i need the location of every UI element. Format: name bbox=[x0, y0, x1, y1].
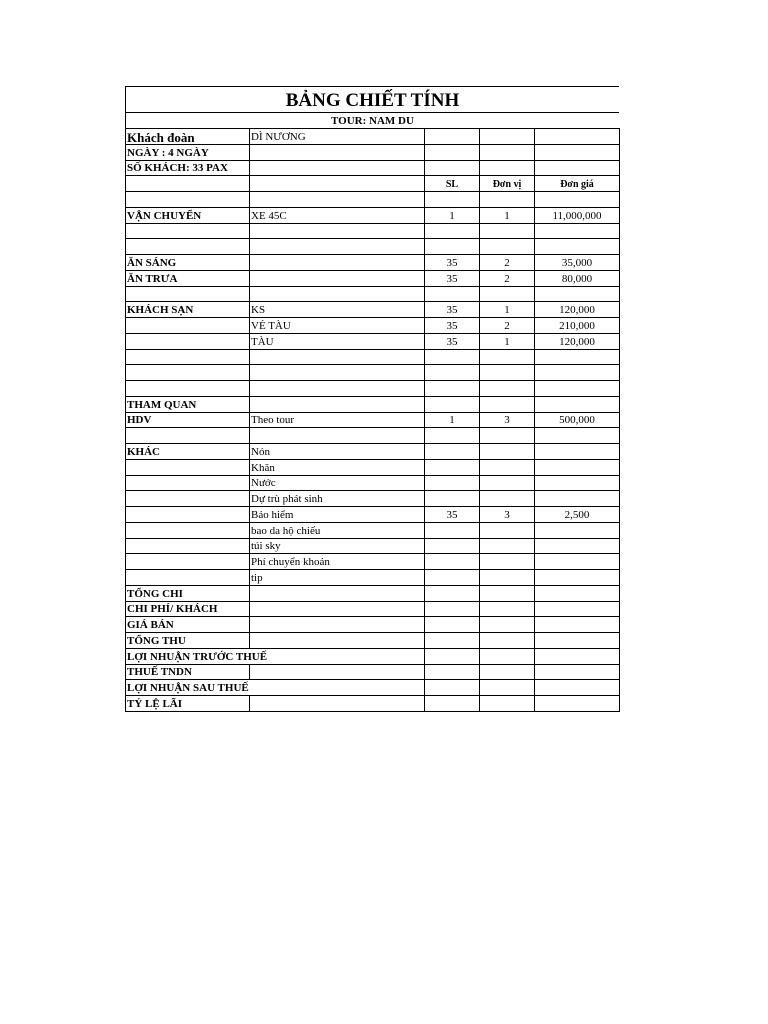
quantity-cell bbox=[425, 286, 480, 302]
unit-price-cell bbox=[535, 601, 620, 617]
unit-price-cell bbox=[535, 239, 620, 255]
table-row bbox=[126, 192, 620, 208]
sheet-subtitle: TOUR: NAM DU bbox=[125, 112, 619, 128]
item-cell: Bảo hiểm bbox=[250, 507, 425, 523]
unit-price-cell bbox=[535, 664, 620, 680]
unit-cell: 3 bbox=[480, 507, 535, 523]
quantity-cell bbox=[425, 633, 480, 649]
unit-cell bbox=[480, 428, 535, 444]
unit-cell bbox=[480, 601, 535, 617]
table-row bbox=[126, 207, 620, 223]
category-cell: LỢI NHUẬN TRƯỚC THUẾ bbox=[126, 648, 250, 664]
table-row bbox=[126, 270, 620, 286]
unit-price-cell bbox=[535, 223, 620, 239]
item-cell bbox=[250, 664, 425, 680]
unit-price-cell bbox=[535, 617, 620, 633]
category-cell bbox=[126, 318, 250, 334]
item-cell: Phí chuyển khoản bbox=[250, 554, 425, 570]
unit-cell bbox=[480, 381, 535, 397]
unit-price-cell bbox=[535, 538, 620, 554]
unit-cell: 3 bbox=[480, 412, 535, 428]
item-cell: Dự trù phát sinh bbox=[250, 491, 425, 507]
quantity-cell bbox=[425, 570, 480, 586]
table-row bbox=[126, 696, 620, 712]
table-row bbox=[126, 648, 620, 664]
item-cell: XE 45C bbox=[250, 207, 425, 223]
unit-price-cell bbox=[535, 444, 620, 460]
item-cell: Theo tour bbox=[250, 412, 425, 428]
category-cell: TỔNG CHI bbox=[126, 585, 250, 601]
unit-cell bbox=[480, 239, 535, 255]
item-cell bbox=[250, 192, 425, 208]
table-row bbox=[126, 664, 620, 680]
table-row bbox=[126, 333, 620, 349]
unit-price-cell bbox=[535, 696, 620, 712]
table-row bbox=[126, 459, 620, 475]
table-row bbox=[126, 522, 620, 538]
unit-cell bbox=[480, 538, 535, 554]
quantity-cell bbox=[425, 696, 480, 712]
table-row bbox=[126, 475, 620, 491]
table-row bbox=[126, 239, 620, 255]
unit-price-cell bbox=[535, 680, 620, 696]
quantity-cell: 35 bbox=[425, 302, 480, 318]
quantity-cell: 35 bbox=[425, 255, 480, 271]
unit-price-cell bbox=[535, 633, 620, 649]
unit-price-cell bbox=[535, 396, 620, 412]
unit-cell bbox=[480, 648, 535, 664]
quantity-cell bbox=[425, 585, 480, 601]
item-cell: Nón bbox=[250, 444, 425, 460]
table-row bbox=[126, 617, 620, 633]
unit-cell: 2 bbox=[480, 318, 535, 334]
unit-cell bbox=[480, 444, 535, 460]
item-cell: bao da hộ chiếu bbox=[250, 522, 425, 538]
unit-price-cell bbox=[535, 349, 620, 365]
table-row bbox=[126, 412, 620, 428]
item-cell bbox=[250, 633, 425, 649]
item-cell bbox=[250, 601, 425, 617]
unit-cell bbox=[480, 286, 535, 302]
unit-cell bbox=[480, 696, 535, 712]
unit-cell: 1 bbox=[480, 333, 535, 349]
unit-cell bbox=[480, 680, 535, 696]
table-row bbox=[126, 365, 620, 381]
table-row bbox=[126, 507, 620, 523]
quantity-cell bbox=[425, 601, 480, 617]
item-cell: DÌ NƯƠNG bbox=[250, 129, 425, 145]
table-row bbox=[126, 223, 620, 239]
table-row bbox=[126, 318, 620, 334]
category-cell bbox=[126, 491, 250, 507]
unit-price-cell: 2,500 bbox=[535, 507, 620, 523]
quantity-cell: 35 bbox=[425, 270, 480, 286]
item-cell bbox=[250, 696, 425, 712]
quantity-cell bbox=[425, 396, 480, 412]
category-cell: CHI PHÍ/ KHÁCH bbox=[126, 601, 250, 617]
unit-cell bbox=[480, 664, 535, 680]
category-cell bbox=[126, 286, 250, 302]
unit-cell: 1 bbox=[480, 207, 535, 223]
table-row bbox=[126, 349, 620, 365]
unit-price-cell bbox=[535, 192, 620, 208]
category-cell bbox=[126, 365, 250, 381]
quantity-cell bbox=[425, 538, 480, 554]
table-row bbox=[126, 286, 620, 302]
category-cell: VẬN CHUYỂN bbox=[126, 207, 250, 223]
unit-cell bbox=[480, 585, 535, 601]
unit-price-cell: 210,000 bbox=[535, 318, 620, 334]
category-cell bbox=[126, 554, 250, 570]
unit-cell bbox=[480, 633, 535, 649]
quantity-cell: 35 bbox=[425, 507, 480, 523]
unit-price-cell bbox=[535, 648, 620, 664]
unit-price-cell: 500,000 bbox=[535, 412, 620, 428]
quantity-cell bbox=[425, 223, 480, 239]
category-cell bbox=[126, 381, 250, 397]
table-row bbox=[126, 680, 620, 696]
unit-cell bbox=[480, 223, 535, 239]
unit-price-cell bbox=[535, 475, 620, 491]
table-row bbox=[126, 538, 620, 554]
unit-price-cell bbox=[535, 160, 620, 176]
item-cell: KS bbox=[250, 302, 425, 318]
category-cell bbox=[126, 176, 250, 192]
table-row bbox=[126, 428, 620, 444]
quantity-cell bbox=[425, 459, 480, 475]
unit-cell bbox=[480, 129, 535, 145]
table-row bbox=[126, 444, 620, 460]
table-row bbox=[126, 570, 620, 586]
quantity-cell bbox=[425, 617, 480, 633]
table-row bbox=[126, 160, 620, 176]
category-cell bbox=[126, 349, 250, 365]
quantity-cell bbox=[425, 192, 480, 208]
unit-price-cell bbox=[535, 522, 620, 538]
category-cell: LỢI NHUẬN SAU THUẾ bbox=[126, 680, 250, 696]
unit-cell bbox=[480, 475, 535, 491]
category-cell bbox=[126, 522, 250, 538]
quantity-cell bbox=[425, 349, 480, 365]
unit-cell bbox=[480, 617, 535, 633]
category-cell bbox=[126, 507, 250, 523]
quantity-cell bbox=[425, 491, 480, 507]
unit-cell: Đơn vị bbox=[480, 176, 535, 192]
unit-price-cell: Đơn giá bbox=[535, 176, 620, 192]
item-cell bbox=[250, 680, 425, 696]
item-cell bbox=[250, 144, 425, 160]
category-cell: HDV bbox=[126, 412, 250, 428]
category-cell: GIÁ BÁN bbox=[126, 617, 250, 633]
quantity-cell bbox=[425, 680, 480, 696]
quantity-cell bbox=[425, 144, 480, 160]
table-row bbox=[126, 554, 620, 570]
table-row bbox=[126, 129, 620, 145]
unit-cell bbox=[480, 160, 535, 176]
item-cell bbox=[250, 381, 425, 397]
quantity-cell: 1 bbox=[425, 412, 480, 428]
unit-price-cell bbox=[535, 129, 620, 145]
category-cell bbox=[126, 475, 250, 491]
table-row bbox=[126, 176, 620, 192]
category-cell bbox=[126, 333, 250, 349]
item-cell: Nước bbox=[250, 475, 425, 491]
category-cell bbox=[126, 459, 250, 475]
unit-cell: 2 bbox=[480, 270, 535, 286]
unit-price-cell bbox=[535, 554, 620, 570]
unit-cell bbox=[480, 459, 535, 475]
item-cell bbox=[250, 255, 425, 271]
unit-price-cell bbox=[535, 570, 620, 586]
item-cell: tip bbox=[250, 570, 425, 586]
table-row bbox=[126, 381, 620, 397]
item-cell bbox=[250, 349, 425, 365]
quantity-cell bbox=[425, 475, 480, 491]
unit-price-cell bbox=[535, 459, 620, 475]
item-cell bbox=[250, 239, 425, 255]
cost-sheet bbox=[125, 86, 619, 712]
sheet-title: BẢNG CHIẾT TÍNH bbox=[125, 86, 619, 112]
table-row bbox=[126, 144, 620, 160]
quantity-cell bbox=[425, 160, 480, 176]
quantity-cell bbox=[425, 129, 480, 145]
item-cell: TÀU bbox=[250, 333, 425, 349]
unit-cell bbox=[480, 365, 535, 381]
quantity-cell bbox=[425, 444, 480, 460]
quantity-cell: SL bbox=[425, 176, 480, 192]
unit-cell: 2 bbox=[480, 255, 535, 271]
category-cell: NGÀY : 4 NGÀY bbox=[126, 144, 250, 160]
quantity-cell bbox=[425, 664, 480, 680]
quantity-cell bbox=[425, 648, 480, 664]
unit-price-cell bbox=[535, 585, 620, 601]
item-cell bbox=[250, 617, 425, 633]
quantity-cell bbox=[425, 522, 480, 538]
item-cell bbox=[250, 286, 425, 302]
unit-price-cell bbox=[535, 381, 620, 397]
unit-cell bbox=[480, 522, 535, 538]
item-cell bbox=[250, 160, 425, 176]
category-cell: THUẾ TNDN bbox=[126, 664, 250, 680]
item-cell bbox=[250, 270, 425, 286]
table-row bbox=[126, 396, 620, 412]
item-cell bbox=[250, 176, 425, 192]
category-cell bbox=[126, 239, 250, 255]
quantity-cell bbox=[425, 365, 480, 381]
cost-table bbox=[125, 128, 620, 712]
unit-price-cell bbox=[535, 491, 620, 507]
category-cell: KHÁC bbox=[126, 444, 250, 460]
unit-price-cell: 35,000 bbox=[535, 255, 620, 271]
quantity-cell: 35 bbox=[425, 318, 480, 334]
table-row bbox=[126, 255, 620, 271]
unit-price-cell: 120,000 bbox=[535, 333, 620, 349]
table-row bbox=[126, 585, 620, 601]
item-cell: túi sky bbox=[250, 538, 425, 554]
category-cell bbox=[126, 570, 250, 586]
category-cell bbox=[126, 192, 250, 208]
quantity-cell bbox=[425, 381, 480, 397]
unit-cell bbox=[480, 192, 535, 208]
category-cell bbox=[126, 538, 250, 554]
unit-cell bbox=[480, 554, 535, 570]
item-cell bbox=[250, 648, 425, 664]
category-cell: SỐ KHÁCH: 33 PAX bbox=[126, 160, 250, 176]
quantity-cell: 1 bbox=[425, 207, 480, 223]
category-cell: ĂN SÁNG bbox=[126, 255, 250, 271]
quantity-cell bbox=[425, 428, 480, 444]
category-cell: TỔNG THU bbox=[126, 633, 250, 649]
unit-cell bbox=[480, 570, 535, 586]
item-cell: VÉ TÀU bbox=[250, 318, 425, 334]
unit-price-cell: 120,000 bbox=[535, 302, 620, 318]
item-cell bbox=[250, 396, 425, 412]
quantity-cell: 35 bbox=[425, 333, 480, 349]
unit-cell bbox=[480, 144, 535, 160]
category-cell: Khách đoàn bbox=[126, 129, 250, 145]
category-cell: KHÁCH SẠN bbox=[126, 302, 250, 318]
unit-price-cell bbox=[535, 286, 620, 302]
category-cell: TỶ LỆ LÃI bbox=[126, 696, 250, 712]
quantity-cell bbox=[425, 554, 480, 570]
quantity-cell bbox=[425, 239, 480, 255]
item-cell bbox=[250, 585, 425, 601]
unit-price-cell: 80,000 bbox=[535, 270, 620, 286]
cost-table-body bbox=[126, 129, 620, 712]
item-cell bbox=[250, 223, 425, 239]
unit-cell: 1 bbox=[480, 302, 535, 318]
table-row bbox=[126, 601, 620, 617]
unit-cell bbox=[480, 491, 535, 507]
item-cell bbox=[250, 428, 425, 444]
table-row bbox=[126, 302, 620, 318]
category-cell: THAM QUAN bbox=[126, 396, 250, 412]
category-cell: ĂN TRƯA bbox=[126, 270, 250, 286]
item-cell: Khăn bbox=[250, 459, 425, 475]
item-cell bbox=[250, 365, 425, 381]
unit-price-cell bbox=[535, 144, 620, 160]
category-cell bbox=[126, 223, 250, 239]
unit-price-cell bbox=[535, 365, 620, 381]
unit-cell bbox=[480, 349, 535, 365]
unit-price-cell bbox=[535, 428, 620, 444]
unit-cell bbox=[480, 396, 535, 412]
unit-price-cell: 11,000,000 bbox=[535, 207, 620, 223]
table-row bbox=[126, 633, 620, 649]
table-row bbox=[126, 491, 620, 507]
category-cell bbox=[126, 428, 250, 444]
